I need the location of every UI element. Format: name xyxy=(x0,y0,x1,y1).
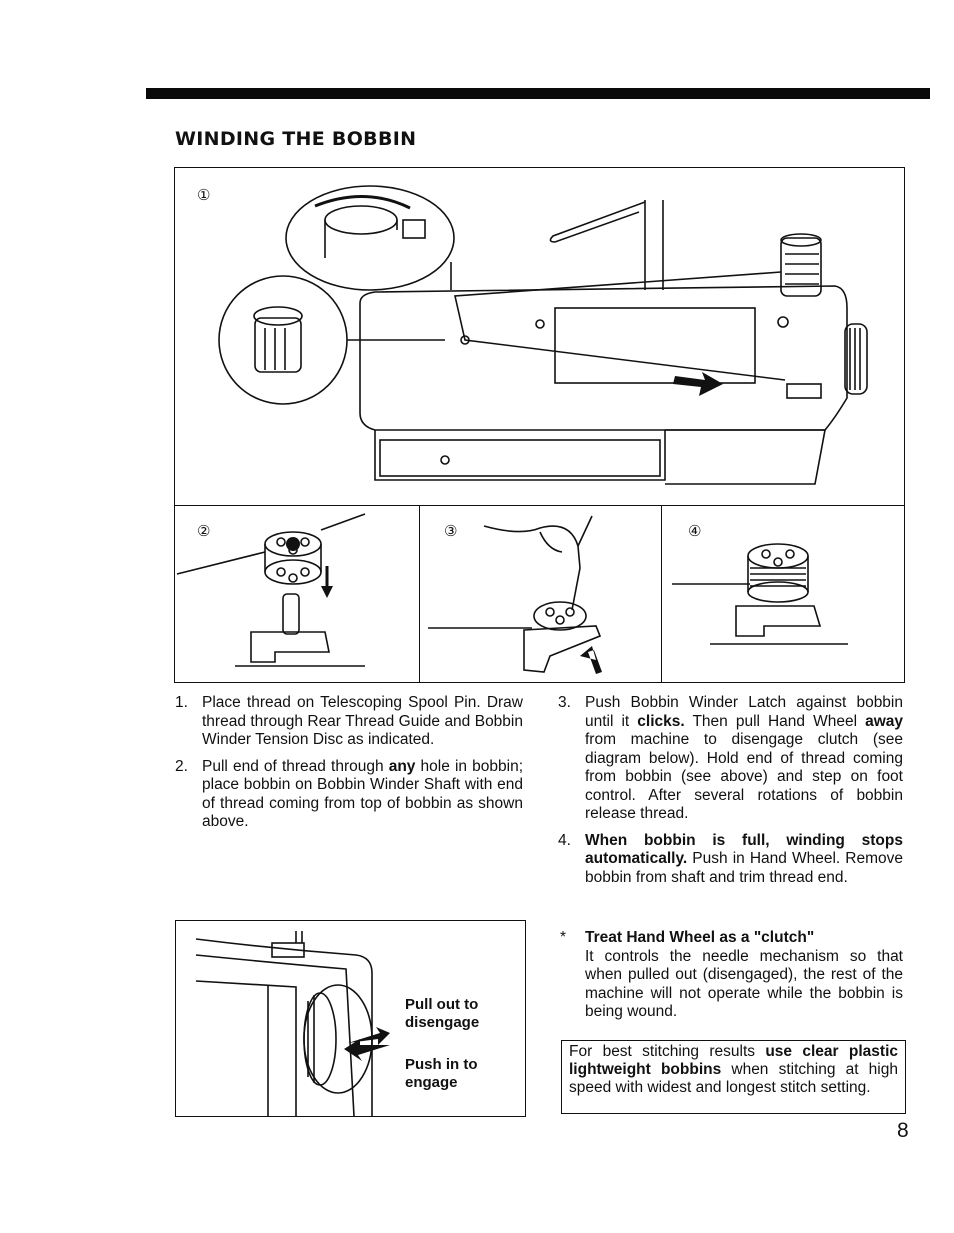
steps-left xyxy=(175,694,523,840)
figure-3-number: ③ xyxy=(444,522,458,540)
sewing-machine-illustration xyxy=(175,168,903,505)
step-number: 4. xyxy=(558,831,571,849)
bobbin-on-shaft-illustration xyxy=(175,506,420,682)
figure-4-number: ④ xyxy=(688,522,702,540)
figure-1-number: ① xyxy=(197,186,211,204)
figure-2-panel xyxy=(174,505,421,683)
step-text-post: Push in Hand Wheel. Remove bobbin from shaft and trim thread end. xyxy=(585,850,903,886)
step-number: 1. xyxy=(175,694,188,711)
figure-1-panel xyxy=(174,167,905,507)
step-number: 3. xyxy=(558,694,571,711)
step-text-pre: Push Bobbin Winder Latch against bobbin until it xyxy=(585,694,903,730)
step-text-bold: any xyxy=(388,757,416,775)
figure-2-number: ② xyxy=(197,522,211,540)
push-in-label: Push in to engage xyxy=(405,1056,478,1091)
step-2 xyxy=(175,758,523,832)
tip-text-bold: use clear plastic lightweight bobbins xyxy=(569,1043,898,1078)
asterisk: * xyxy=(560,929,567,946)
step-text-mid: Then pull Hand Wheel xyxy=(684,712,866,730)
step-number: 2. xyxy=(175,757,188,775)
note-body: It controls the needle mechanism so that when pulled out (disengaged), the rest of the machine will not operate while the bobbin is being wound. xyxy=(585,947,903,1020)
full-bobbin-illustration xyxy=(662,506,904,682)
step-text-post: hole in bobbin; place bobbin on Bobbin Winder Shaft with end of thread coming from top of bobbin as shown above. xyxy=(202,757,523,830)
page-number: 8 xyxy=(897,1119,909,1142)
figure-3-panel xyxy=(419,505,663,683)
figure-4-panel xyxy=(661,505,905,683)
step-text-bold: When bobbin is full, winding stops automatically. xyxy=(585,831,903,867)
bobbin-tip-box xyxy=(561,1040,906,1114)
step-1 xyxy=(175,694,523,750)
tip-text-post: when stitching at high speed with widest and longest stitch setting. xyxy=(569,1061,898,1096)
step-text-bold: away xyxy=(865,712,903,730)
header-rule xyxy=(146,88,930,99)
note-heading: Treat Hand Wheel as a "clutch" xyxy=(585,929,815,946)
tip-text-pre: For best stitching results xyxy=(569,1043,766,1060)
hand-holding-thread-illustration xyxy=(420,506,662,682)
step-text-post: from machine to disengage clutch (see diagram below). Hold end of thread coming from bobbin (see above) and step on foot control. After several rotations of bobbin release thread. xyxy=(585,731,903,822)
pull-out-label: Pull out to disengage xyxy=(405,996,480,1031)
step-4 xyxy=(558,832,903,888)
step-3 xyxy=(558,694,903,824)
step-text-bold: clicks. xyxy=(637,712,685,730)
steps-right xyxy=(558,694,903,895)
clutch-note xyxy=(560,929,903,1022)
step-text: Place thread on Telescoping Spool Pin. Draw thread through Rear Thread Guide and Bobbin Winder Tension Disc as indicated. xyxy=(202,694,523,748)
page-title: WINDING THE BOBBIN xyxy=(175,128,417,150)
step-text-pre: Pull end of thread through xyxy=(202,757,389,775)
clutch-diagram-panel xyxy=(175,920,526,1117)
